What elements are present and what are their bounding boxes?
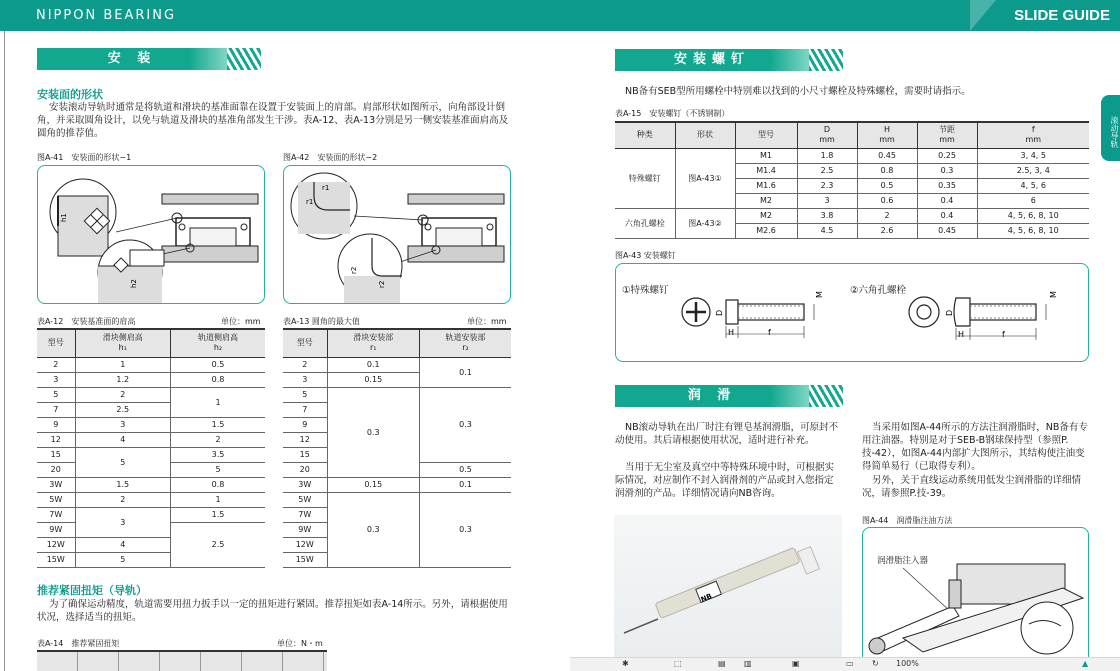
header-divider xyxy=(970,0,996,31)
table12-header: 滑块侧肩高 h₁ xyxy=(75,329,171,357)
table-cell: 3.5 xyxy=(171,447,265,462)
table-cell: 4, 5, 6 xyxy=(977,178,1089,193)
banner-lubrication-label: 润 滑 xyxy=(687,388,737,403)
table12-caption: 表A-12 安装基准面的肩高 xyxy=(37,317,136,326)
fig42-drawing xyxy=(284,166,511,304)
table-cell: 6 xyxy=(977,193,1089,208)
table-cell: 1.2 xyxy=(75,372,171,387)
table-cell: 12W xyxy=(283,537,327,552)
table-cell: 1.8 xyxy=(797,148,857,163)
fig43-dim-f1: f xyxy=(768,328,771,337)
fig43-dim-d2: D xyxy=(945,309,954,316)
table-cell: 0.15 xyxy=(327,372,420,387)
up-arrow-icon[interactable]: ▲ xyxy=(1082,659,1089,668)
table15-header: 种类 xyxy=(615,122,675,148)
table-cell: 7W xyxy=(283,507,327,522)
table-cell: 9W xyxy=(283,522,327,537)
fit-icon[interactable]: ▣ xyxy=(792,659,800,668)
table-cell: 1 xyxy=(171,387,265,417)
table15-header: f mm xyxy=(977,122,1089,148)
table12-header: 轨道侧肩高 h₂ xyxy=(171,329,265,357)
table13 xyxy=(283,328,511,568)
section-title: SLIDE GUIDE xyxy=(1014,7,1110,24)
banner-screws-label: 安装螺钉 xyxy=(673,52,750,67)
table-cell: M2.6 xyxy=(735,223,797,238)
table-cell: 0.3 xyxy=(327,492,420,567)
table15-header: D mm xyxy=(797,122,857,148)
table-cell: 7 xyxy=(283,402,327,417)
banner-screws xyxy=(615,49,809,71)
fig43-dim-f2: f xyxy=(1002,330,1005,339)
banner-install xyxy=(37,48,227,70)
viewer-toolbar xyxy=(570,657,1120,671)
section-heading-torque: 推荐紧固扭矩（导轨） xyxy=(37,584,147,597)
table-cell: 5 xyxy=(171,462,265,477)
zoom-level[interactable]: 100% xyxy=(896,659,919,668)
table-cell: 1 xyxy=(75,357,171,372)
table-cell: 2.5 xyxy=(75,402,171,417)
fig41-box xyxy=(37,165,265,304)
table-cell: 15 xyxy=(283,447,327,462)
table-cell: 4 xyxy=(75,432,171,447)
page-edge xyxy=(4,31,5,671)
table-cell: 4.5 xyxy=(797,223,857,238)
lube-text-1: NB滚动导轨在出厂时注有锂皂基润滑脂，可原封不动使用。其后请根据使用状况，适时进行补充。 xyxy=(615,422,839,446)
banner-stripes xyxy=(809,385,843,407)
page-icon[interactable]: ▤ xyxy=(718,659,726,668)
table-cell: M1.6 xyxy=(735,178,797,193)
table-cell: 3W xyxy=(283,477,327,492)
fig42-r1-left: r1 xyxy=(306,198,314,206)
table-cell: 2.3 xyxy=(797,178,857,193)
table14-caption: 表A-14 推荐紧固扭矩 xyxy=(37,639,120,648)
brand-logo: NIPPON BEARING xyxy=(36,8,177,23)
table-cell: 0.1 xyxy=(420,357,512,387)
table-cell: 六角孔螺栓 xyxy=(615,208,675,238)
table-cell: 0.35 xyxy=(917,178,977,193)
fig43-caption: 图A-43 安装螺钉 xyxy=(615,251,676,260)
table13-header: 滑块安装部 r₁ xyxy=(327,329,420,357)
table-cell: 2.6 xyxy=(857,223,917,238)
table-cell: 2 xyxy=(75,387,171,402)
table-cell: 20 xyxy=(37,462,75,477)
fig43-dim-m2: M xyxy=(1049,291,1058,298)
table-cell: 4 xyxy=(75,537,171,552)
table13-header: 型号 xyxy=(283,329,327,357)
table-cell: 5 xyxy=(75,552,171,567)
table-cell: 3 xyxy=(75,507,171,537)
select-icon[interactable]: ⬚ xyxy=(674,659,682,668)
table-cell: 3, 4, 5 xyxy=(977,148,1089,163)
table-cell: 0.1 xyxy=(327,357,420,372)
table-cell: 1.5 xyxy=(171,417,265,432)
table14-unit: 单位：N・m xyxy=(277,639,323,648)
fig44-drawing xyxy=(863,528,1089,671)
table-cell: M1.4 xyxy=(735,163,797,178)
fig43-label-special: ①特殊螺钉 xyxy=(622,285,669,296)
lube-text-3: 当采用如图A-44所示的方法注润滑脂时，NB备有专用注油器。特别是对于SEB-B钢球保持型（参照P.技-42），如图A-44内部扩大图所示，其结构使注油变得简单易行（已取得专利）。 xyxy=(862,422,1088,472)
table-cell: 1 xyxy=(171,492,265,507)
table-cell: 9 xyxy=(37,417,75,432)
lube-text-2: 当用于无尘室及真空中等特殊环境中时，可根据实际情况，对应制作不封入润滑剂的产品或封入您指定润滑剂的产品。详细情况请向NB咨询。 xyxy=(615,462,835,499)
fig41-h2-label: h2 xyxy=(130,279,138,288)
table12 xyxy=(37,328,265,568)
table-cell: 0.3 xyxy=(917,163,977,178)
table-cell: 0.3 xyxy=(420,492,512,567)
fig41-caption: 图A-41 安装面的形状−1 xyxy=(37,153,132,162)
fig43-drawing xyxy=(616,264,1089,362)
side-tab[interactable]: 滚动导轨 xyxy=(1101,95,1120,161)
table-cell: 0.3 xyxy=(420,387,512,462)
banner-install-label: 安 装 xyxy=(107,51,157,66)
fig41-drawing xyxy=(38,166,265,304)
header-bar xyxy=(0,0,1120,31)
table15-header: 形状 xyxy=(675,122,735,148)
fig43-dim-d1: D xyxy=(715,309,724,316)
table-cell: 5 xyxy=(37,387,75,402)
fig43-dim-m1: M xyxy=(815,291,824,298)
banner-stripes xyxy=(227,48,261,70)
monitor-icon[interactable]: ▭ xyxy=(846,659,854,668)
fig43-box xyxy=(615,263,1089,362)
table15-header: 节距 mm xyxy=(917,122,977,148)
rotate-icon[interactable]: ↻ xyxy=(872,659,879,668)
table-cell: 2.5, 3, 4 xyxy=(977,163,1089,178)
table-cell: 3 xyxy=(797,193,857,208)
table-cell: 9W xyxy=(37,522,75,537)
table-cell: 5W xyxy=(283,492,327,507)
table-cell: 2 xyxy=(857,208,917,223)
table-cell: 0.8 xyxy=(857,163,917,178)
table13-header: 轨道安装部 r₂ xyxy=(420,329,512,357)
table-cell: 5 xyxy=(75,447,171,477)
table-cell: 5W xyxy=(37,492,75,507)
table-cell: 0.45 xyxy=(857,148,917,163)
screws-intro: NB备有SEB型所用螺栓中特别难以找到的小尺寸螺栓及特殊螺栓，需要时请指示。 xyxy=(625,86,971,97)
fig42-r2-bottom: r2 xyxy=(378,280,386,288)
table-cell: 7W xyxy=(37,507,75,522)
fig43-dim-h1: H xyxy=(728,328,735,337)
table-cell: 0.4 xyxy=(917,208,977,223)
table-cell: 2.5 xyxy=(171,522,265,567)
fig43-label-hex: ②六角孔螺栓 xyxy=(850,285,907,296)
table12-header: 型号 xyxy=(37,329,75,357)
table-cell: 0.3 xyxy=(327,387,420,477)
fig43-dim-h2: H xyxy=(958,330,965,339)
table-cell: 0.6 xyxy=(857,193,917,208)
table-cell: 1.5 xyxy=(171,507,265,522)
table-cell: 15W xyxy=(283,552,327,567)
table-cell: 0.4 xyxy=(917,193,977,208)
fig44-box xyxy=(862,527,1089,671)
table-cell: 0.5 xyxy=(171,357,265,372)
table-cell: 12 xyxy=(37,432,75,447)
table-cell: 3W xyxy=(37,477,75,492)
fig42-r2-left: r2 xyxy=(350,266,358,274)
table-cell: 0.5 xyxy=(857,178,917,193)
table-cell: 0.15 xyxy=(327,477,420,492)
table-cell: 0.25 xyxy=(917,148,977,163)
fig42-box xyxy=(283,165,511,304)
table-cell: 0.8 xyxy=(171,372,265,387)
table15-caption: 表A-15 安装螺钉（不锈钢制） xyxy=(615,109,730,118)
table-cell: 2 xyxy=(171,432,265,447)
torque-text: 为了确保运动精度，轨道需要用扭力扳手以一定的扭矩进行紧固。推荐扭矩如表A-14所示。另外，请根据使用状况，选择适当的扭矩。 xyxy=(37,599,508,623)
table15 xyxy=(615,121,1089,239)
table-cell: M2 xyxy=(735,208,797,223)
syringe-label: NB xyxy=(699,592,714,604)
table-cell: 4, 5, 6, 8, 10 xyxy=(977,208,1089,223)
fig42-r1-top: r1 xyxy=(322,184,330,192)
table-cell: 2 xyxy=(283,357,327,372)
syringe-drawing xyxy=(614,515,842,671)
table-cell: 3 xyxy=(75,417,171,432)
table-cell: 4, 5, 6, 8, 10 xyxy=(977,223,1089,238)
section-heading-mounting-surface: 安装面的形状 xyxy=(37,88,103,101)
table-cell: 2.5 xyxy=(797,163,857,178)
pages-icon[interactable]: ▥ xyxy=(744,659,752,668)
table-cell: 12 xyxy=(283,432,327,447)
table-cell: 2 xyxy=(37,357,75,372)
table15-header: H mm xyxy=(857,122,917,148)
table-cell: 20 xyxy=(283,462,327,477)
table15-header: 型号 xyxy=(735,122,797,148)
table-cell: 0.5 xyxy=(420,462,512,477)
table-cell: 7 xyxy=(37,402,75,417)
table-cell: 15 xyxy=(37,447,75,462)
table13-unit: 单位：mm xyxy=(467,317,507,326)
table-cell: 9 xyxy=(283,417,327,432)
table-cell: 2 xyxy=(75,492,171,507)
grease-syringe-photo xyxy=(614,515,842,671)
table14-header-row xyxy=(37,652,327,671)
table-cell: 0.1 xyxy=(420,477,512,492)
table-cell: 15W xyxy=(37,552,75,567)
fig41-h1-label: h1 xyxy=(60,213,68,222)
table-cell: 5 xyxy=(283,387,327,402)
table-cell: 图A-43① xyxy=(675,148,735,208)
fig42-caption: 图A-42 安装面的形状−2 xyxy=(283,153,378,162)
lube-text-4: 另外，关于直线运动系统用低发尘润滑脂的详细情况，请参照P.技-39。 xyxy=(862,475,1082,499)
fig44-caption: 图A-44 润滑脂注油方法 xyxy=(862,516,953,525)
table-cell: M1 xyxy=(735,148,797,163)
table-cell: 图A-43② xyxy=(675,208,735,238)
table12-unit: 单位：mm xyxy=(221,317,261,326)
table-cell: 3 xyxy=(37,372,75,387)
table-cell: 3 xyxy=(283,372,327,387)
table13-caption: 表A-13 圆角的最大值 xyxy=(283,317,360,326)
mounting-surface-text: 安装滚动导轨时通常是将轨道和滑块的基准面靠在设置于安装面上的肩部。肩部形状如图所示，向角部设计倒角，并采取圆角设计，以免与轨道及滑块的基准角部发生干涉。表A-12、表A-13分别是另一侧安装基准面肩高及圆角的推荐值。 xyxy=(37,102,509,139)
table-cell: 0.45 xyxy=(917,223,977,238)
table-cell: M2 xyxy=(735,193,797,208)
banner-lubrication xyxy=(615,385,809,407)
fig44-injector-label: 润滑脂注入器 xyxy=(877,556,929,566)
table-cell: 0.8 xyxy=(171,477,265,492)
pointer-icon[interactable]: ✱ xyxy=(622,659,629,668)
banner-stripes xyxy=(809,49,843,71)
table-cell: 1.5 xyxy=(75,477,171,492)
table-cell: 3.8 xyxy=(797,208,857,223)
table-cell: 特殊螺钉 xyxy=(615,148,675,208)
table-cell: 12W xyxy=(37,537,75,552)
